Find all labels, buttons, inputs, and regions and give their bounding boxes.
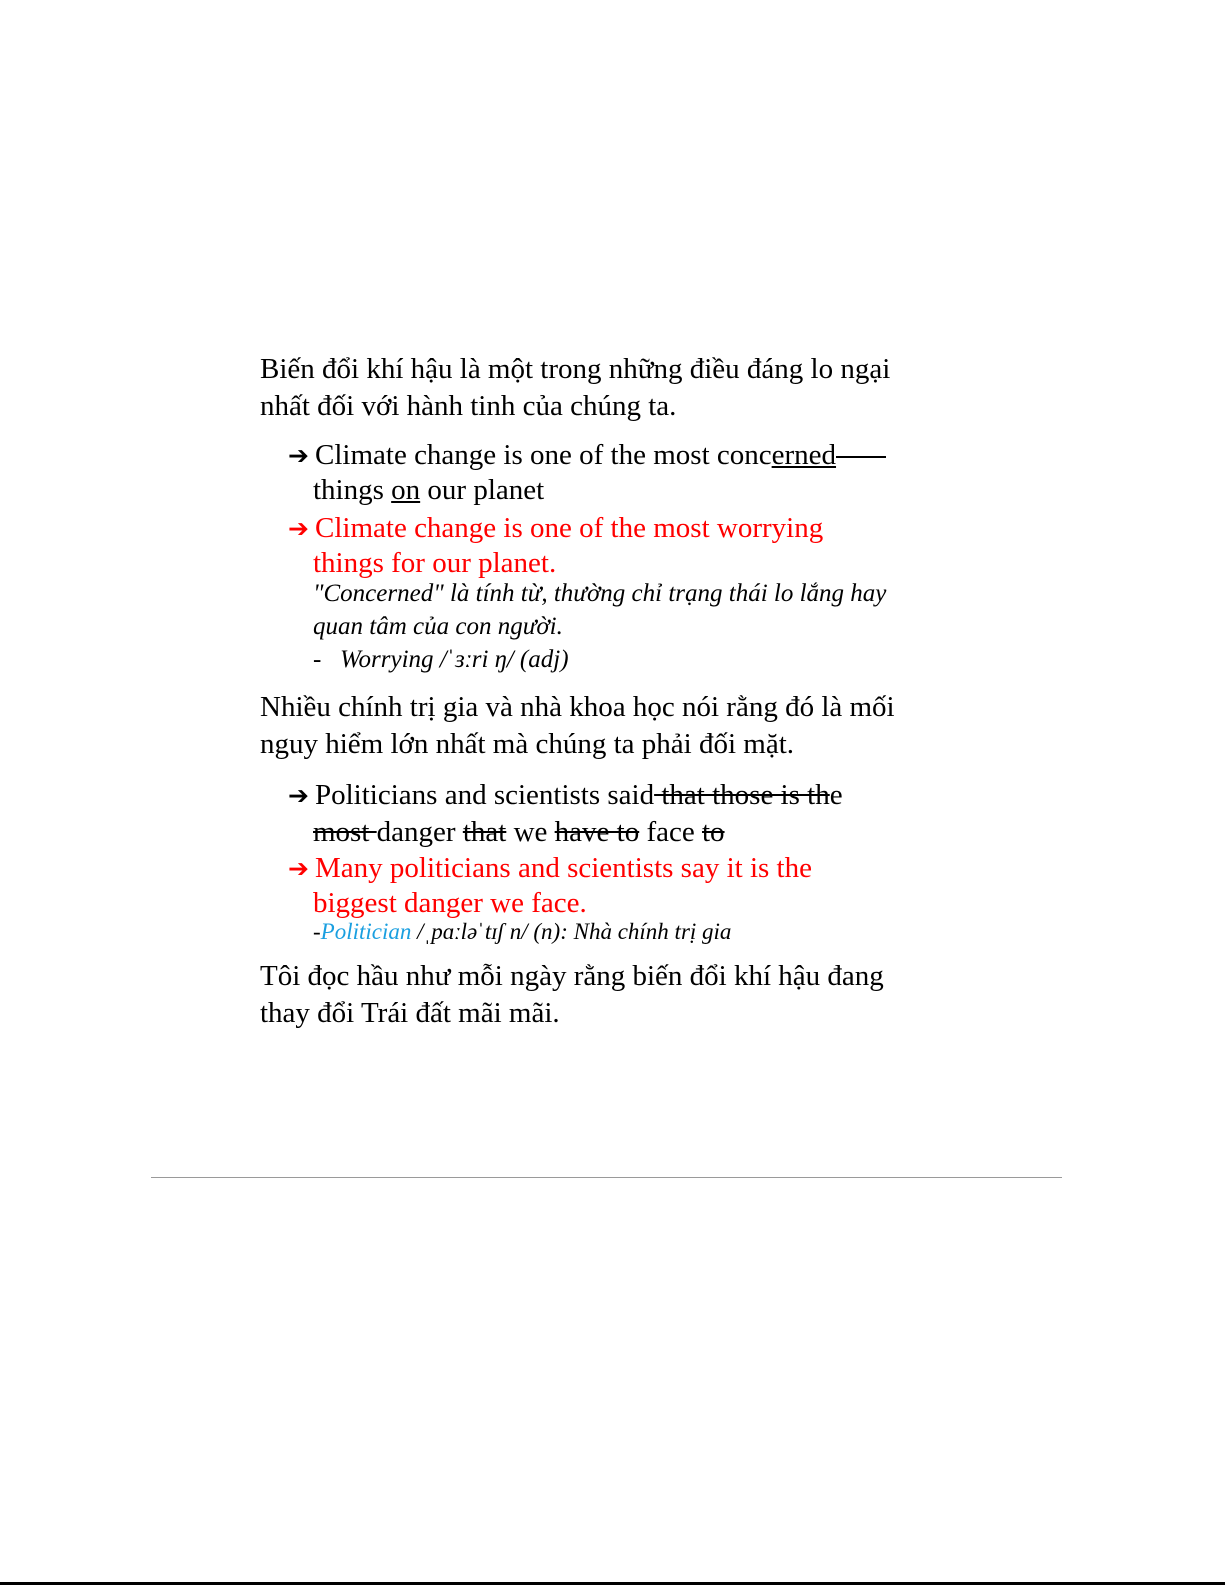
correction-2 [288,851,988,921]
answer-line [288,777,988,814]
correction-text: Climate change is one of the most worrying [315,512,824,544]
arrow-icon: ➔ [288,781,309,810]
vocab-line [313,643,886,676]
correction-line: things for our planet. [313,547,557,579]
underlined-text: erned [771,439,837,471]
answer-text: danger [376,816,463,848]
correction-1 [288,511,988,581]
dash: - [313,919,321,944]
arrow-icon: ➔ [288,854,309,883]
vocab-line [313,915,731,948]
paragraph-line: Biến đổi khí hậu là một trong những điều đáng lo ngại [260,353,891,385]
vocab-word: Politician [320,919,412,944]
answer-text: e [829,779,843,811]
answer-text: Politicians and scientists said [315,779,655,811]
paragraph-line: nguy hiểm lớn nhất mà chúng ta phải đối mặt. [260,728,795,760]
explanation-note-1 [313,577,886,676]
correction-line [288,511,988,546]
answer-text: we [506,816,555,848]
correction-line [288,851,988,886]
answer-line [288,438,988,473]
arrow-icon: ➔ [288,441,309,470]
note-line: quan tâm của con người. [313,613,563,640]
vocab-entry: Worrying /ˈɜːri ŋ/ (adj) [340,646,569,673]
answer-line [288,814,988,851]
vietnamese-paragraph-1 [260,351,950,425]
answer-text: things [313,474,392,506]
blank-underline [836,454,886,458]
paragraph-line: Nhiều chính trị gia và nhà khoa học nói rằng đó là mối [260,691,895,723]
note-line: "Concerned" là tính từ, thường chỉ trạng thái lo lắng hay [313,580,887,607]
correction-text: Many politicians and scientists say it is the [315,852,812,884]
struck-text: to [701,816,725,848]
struck-text: that [462,816,507,848]
vocab-definition: /ˌpɑːləˈtɪʃ n/ (n): Nhà chính trị gia [411,919,732,944]
answer-text: our planet [420,474,545,506]
arrow-icon: ➔ [288,514,309,543]
horizontal-divider [151,1177,1062,1178]
answer-line [288,473,988,508]
paragraph-line: thay đổi Trái đất mãi mãi. [260,997,560,1029]
answer-text: face [639,816,702,848]
answer-text: Climate change is one of the most conc [315,439,772,471]
bullet: - [313,646,322,673]
underlined-text: on [391,474,421,506]
paragraph-line: Tôi đọc hầu như mỗi ngày rằng biến đổi khí hậu đang [260,960,884,992]
struck-text: that those is th [654,779,830,811]
vietnamese-paragraph-2 [260,689,950,763]
struck-text: most [313,816,377,848]
vietnamese-paragraph-3 [260,958,950,1032]
struck-text: have to [554,816,640,848]
student-answer-2 [288,777,988,851]
correction-line: biggest danger we face. [313,887,587,919]
paragraph-line: nhất đối với hành tinh của chúng ta. [260,390,677,422]
student-answer-1 [288,438,988,508]
explanation-note-2 [313,915,731,948]
